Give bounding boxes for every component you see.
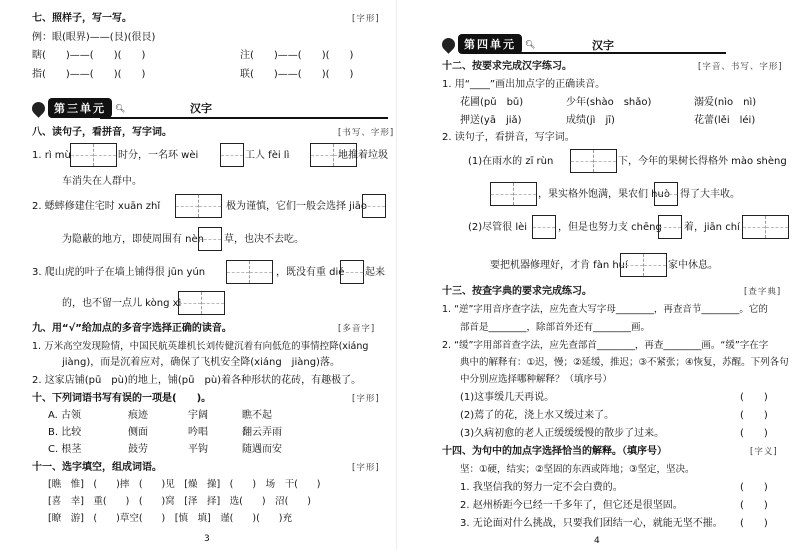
answer-paren[interactable]: ( )	[740, 500, 768, 511]
section-10-tag: [字形]	[352, 394, 380, 404]
definition: 坚：①硬，结实；②坚固的东西或阵地；③坚定，坚决。	[460, 464, 695, 475]
q14-sentence: 1. 我坚信我的努力一定不会白费的。	[460, 482, 623, 493]
reading-item: 花圃(pǔ bǔ)	[460, 97, 524, 108]
q12-2-2-c: 着，jiān chí	[684, 222, 740, 233]
page-number: 4	[594, 536, 600, 546]
q12-2-1-c: ，果实格外饱满，果农们 huò	[538, 189, 670, 200]
unit-title: 汉字	[190, 102, 212, 115]
option-a-word: 宇阔	[188, 410, 208, 421]
q8-2-c: 为隐蔽的地方，即使周围有 nèn	[62, 234, 205, 245]
section-12-tag: [字音、书写、字形]	[698, 62, 783, 72]
writing-grid[interactable]	[362, 194, 386, 218]
q13-2-line: 2. “缓”字用部首查字法，应先查部首________，再查________画。“缓”字在字	[442, 340, 769, 351]
q9-1-b: jiàng)，而是沉着应对，确保了飞机安全降(xiáng jiàng)落。	[62, 357, 340, 368]
writing-grid[interactable]	[198, 227, 222, 251]
writing-grid[interactable]	[340, 260, 364, 284]
signal-icon	[29, 99, 47, 117]
writing-grid[interactable]	[620, 253, 667, 277]
section-11-title: 十一、选字填空，组成词语。	[32, 462, 162, 473]
q8-2-a: 2. 蟋蟀修建住宅时 xuān zhǐ	[32, 201, 161, 212]
section-14-tag: [字义]	[750, 447, 778, 457]
reading-item: 押送(yā jiǎ)	[460, 115, 522, 126]
option-b-word: 翻云弄雨	[242, 427, 282, 438]
unit-underline	[510, 52, 726, 54]
unit-title: 汉字	[592, 39, 614, 52]
unit-label: 第四单元	[458, 34, 522, 54]
reading-item: 少年(shào shǎo)	[566, 97, 652, 108]
option-a-word: 瞧不起	[242, 410, 272, 421]
writing-grid[interactable]	[175, 194, 222, 218]
q12-2-1-d: 得了大丰收。	[680, 189, 740, 200]
unit-header	[442, 34, 535, 54]
q14-sentence: 2. 赵州桥距今已经一千多年了，但它还是很坚固。	[460, 500, 683, 511]
writing-grid[interactable]	[742, 215, 789, 239]
q9-1-a: 1. 万米高空发现险情，中国民航英雄机长刘传健沉着有向低危的事情控降(xiáng	[32, 341, 369, 352]
q9-2: 2. 这家店铺(pū pù)的地上，铺(pū pù)着各种形状的花砖，有趣极了。	[32, 375, 362, 386]
q12-2-1-a: (1)在雨水的 zī rùn	[468, 156, 554, 167]
section-11-row: [喜 幸] 重( ) ( )窝 [泽 择] 选( ) 沼( )	[48, 496, 311, 507]
q13-sentence: (3)久病初愈的老人正缓缓缓慢的散步了过来。	[460, 428, 665, 439]
section-9-title: 九、用“√”给加点的多音字选择正确的读音。	[32, 323, 232, 334]
section-7-row: 联( )——( )( )	[240, 69, 354, 80]
section-11-row: [瞭 游] ( )草空( ) [慎 填] 谨( )( )充	[48, 513, 292, 524]
answer-paren[interactable]: ( )	[740, 518, 768, 529]
option-c: C. 根茎	[48, 444, 82, 455]
q8-1-d: 地推着垃圾	[338, 150, 388, 161]
section-10-title: 十、下列词语书写有误的一项是( )。	[32, 393, 212, 404]
q8-3-d: 的，也不留一点儿 kòng xì	[62, 298, 182, 309]
option-b-word: 吟唱	[188, 427, 208, 438]
section-7-example: 例：眼(眼界)——(艮)(很艮)	[32, 32, 156, 43]
q8-2-b: 极为谨慎，它们一般会选择 jiāo	[226, 201, 367, 212]
q8-3-c: 起来	[365, 267, 385, 278]
answer-paren[interactable]: ( )	[740, 428, 768, 439]
option-a-word: 痕迹	[128, 410, 148, 421]
section-12-title: 十二、按要求完成汉字练习。	[442, 61, 572, 72]
section-7-row: 指( )——( )( )	[32, 69, 146, 80]
section-14-title: 十四、为句中的加点字选择恰当的解释。（填序号）	[442, 446, 667, 457]
writing-grid[interactable]	[70, 143, 117, 167]
q12-2-2-e: 家中休息。	[668, 260, 718, 271]
q12-2-2-d: 要把机器修理好，才肯 fàn huí	[490, 260, 628, 271]
magnifier-icon: 🔍︎	[115, 103, 126, 113]
answer-paren[interactable]: ( )	[740, 392, 768, 403]
q14-sentence: 3. 无论面对什么挑战，只要我们团结一心，就能无坚不摧。	[460, 518, 723, 529]
q8-1-a: 1. rì mù	[32, 150, 71, 161]
reading-item: 花蕾(lěi léi)	[694, 115, 756, 126]
q8-1-b: 时分，一名环 wèi	[118, 150, 199, 161]
section-7-title: 七、照样子，写一写。	[32, 13, 132, 24]
q12-2-1-b: 下，今年的果树长得格外 mào shèng	[618, 156, 787, 167]
option-a: A. 古领	[48, 410, 82, 421]
writing-grid[interactable]	[570, 149, 617, 173]
q12-2: 2. 读句子，看拼音，写字词。	[442, 132, 575, 143]
writing-grid[interactable]	[226, 260, 273, 284]
writing-grid[interactable]	[654, 182, 678, 206]
section-7-row: 瞎( )——( )( )	[32, 50, 146, 61]
writing-grid[interactable]	[532, 215, 556, 239]
q13-1-line: 1. “逆”字用音序查字法，应先查大写字母________，再查音节________。它的	[442, 304, 768, 315]
signal-icon	[439, 35, 457, 53]
page-number: 3	[204, 534, 210, 544]
section-8-tag: [书写、字形]	[338, 128, 395, 138]
option-c-word: 鼓劳	[128, 444, 148, 455]
page-divider	[396, 0, 397, 550]
left-page	[0, 0, 396, 550]
right-page	[398, 0, 794, 550]
q12-1: 1. 用“____”画出加点字的正确读音。	[442, 79, 606, 90]
option-b-word: 侧面	[128, 427, 148, 438]
q8-3-a: 3. 爬山虎的叶子在墙上铺得很 jūn yún	[32, 267, 206, 278]
section-7-tag: [字形]	[352, 14, 380, 24]
writing-grid[interactable]	[178, 291, 225, 315]
section-7-row: 注( )——( )( )	[240, 50, 354, 61]
answer-paren[interactable]: ( )	[740, 410, 768, 421]
q12-2-2-b: ，但是也努力支 chēng	[558, 222, 662, 233]
section-9-tag: [多音字]	[338, 324, 376, 334]
q12-2-2-a: (2)尽管很 lèi	[468, 222, 528, 233]
option-b: B. 比较	[48, 427, 82, 438]
q8-1-e: 车消失在人群中。	[62, 176, 142, 187]
unit-underline	[100, 117, 388, 119]
q8-3-b: ，既没有重 dié	[276, 267, 345, 278]
reading-item: 成绩(jì jī)	[566, 115, 615, 126]
unit-label: 第三单元	[48, 98, 112, 118]
section-8-title: 八、读句子，看拼音，写字词。	[32, 127, 172, 138]
answer-paren[interactable]: ( )	[740, 482, 768, 493]
unit-header	[32, 98, 125, 118]
writing-grid[interactable]	[490, 182, 537, 206]
writing-grid[interactable]	[658, 215, 682, 239]
q13-2-line: 典中的解释有：①迟，慢；②延缓，推迟；③不紧张；④恢复，苏醒。下列各句	[460, 357, 789, 368]
section-13-tag: [查字典]	[744, 287, 782, 297]
section-13-title: 十三、按查字典的要求完成练习。	[442, 286, 592, 297]
q13-2-line: 中分别应选择哪种解释？（填序号）	[460, 374, 613, 385]
reading-item: 溺爱(nìo nì)	[694, 97, 757, 108]
q13-sentence: (1)这事缓几天再说。	[460, 392, 555, 403]
option-c-word: 平钩	[188, 444, 208, 455]
q8-1-c: 工人 fèi lì	[245, 150, 290, 161]
q8-2-d: 草，也决不去吃。	[224, 234, 304, 245]
section-11-row: [瞧 惟] ( )摔 ( )见 [燥 操] ( ) 场 干( )	[48, 479, 321, 490]
q13-sentence: (2)蔫了的花，浇上水又缓过来了。	[460, 410, 615, 421]
writing-grid[interactable]	[220, 143, 244, 167]
option-c-word: 随遇而安	[242, 444, 282, 455]
magnifier-icon: 🔍︎	[525, 39, 536, 49]
q13-1-line: 部首是________，除部首外还有________画。	[460, 322, 651, 333]
section-11-tag: [字形]	[352, 463, 380, 473]
